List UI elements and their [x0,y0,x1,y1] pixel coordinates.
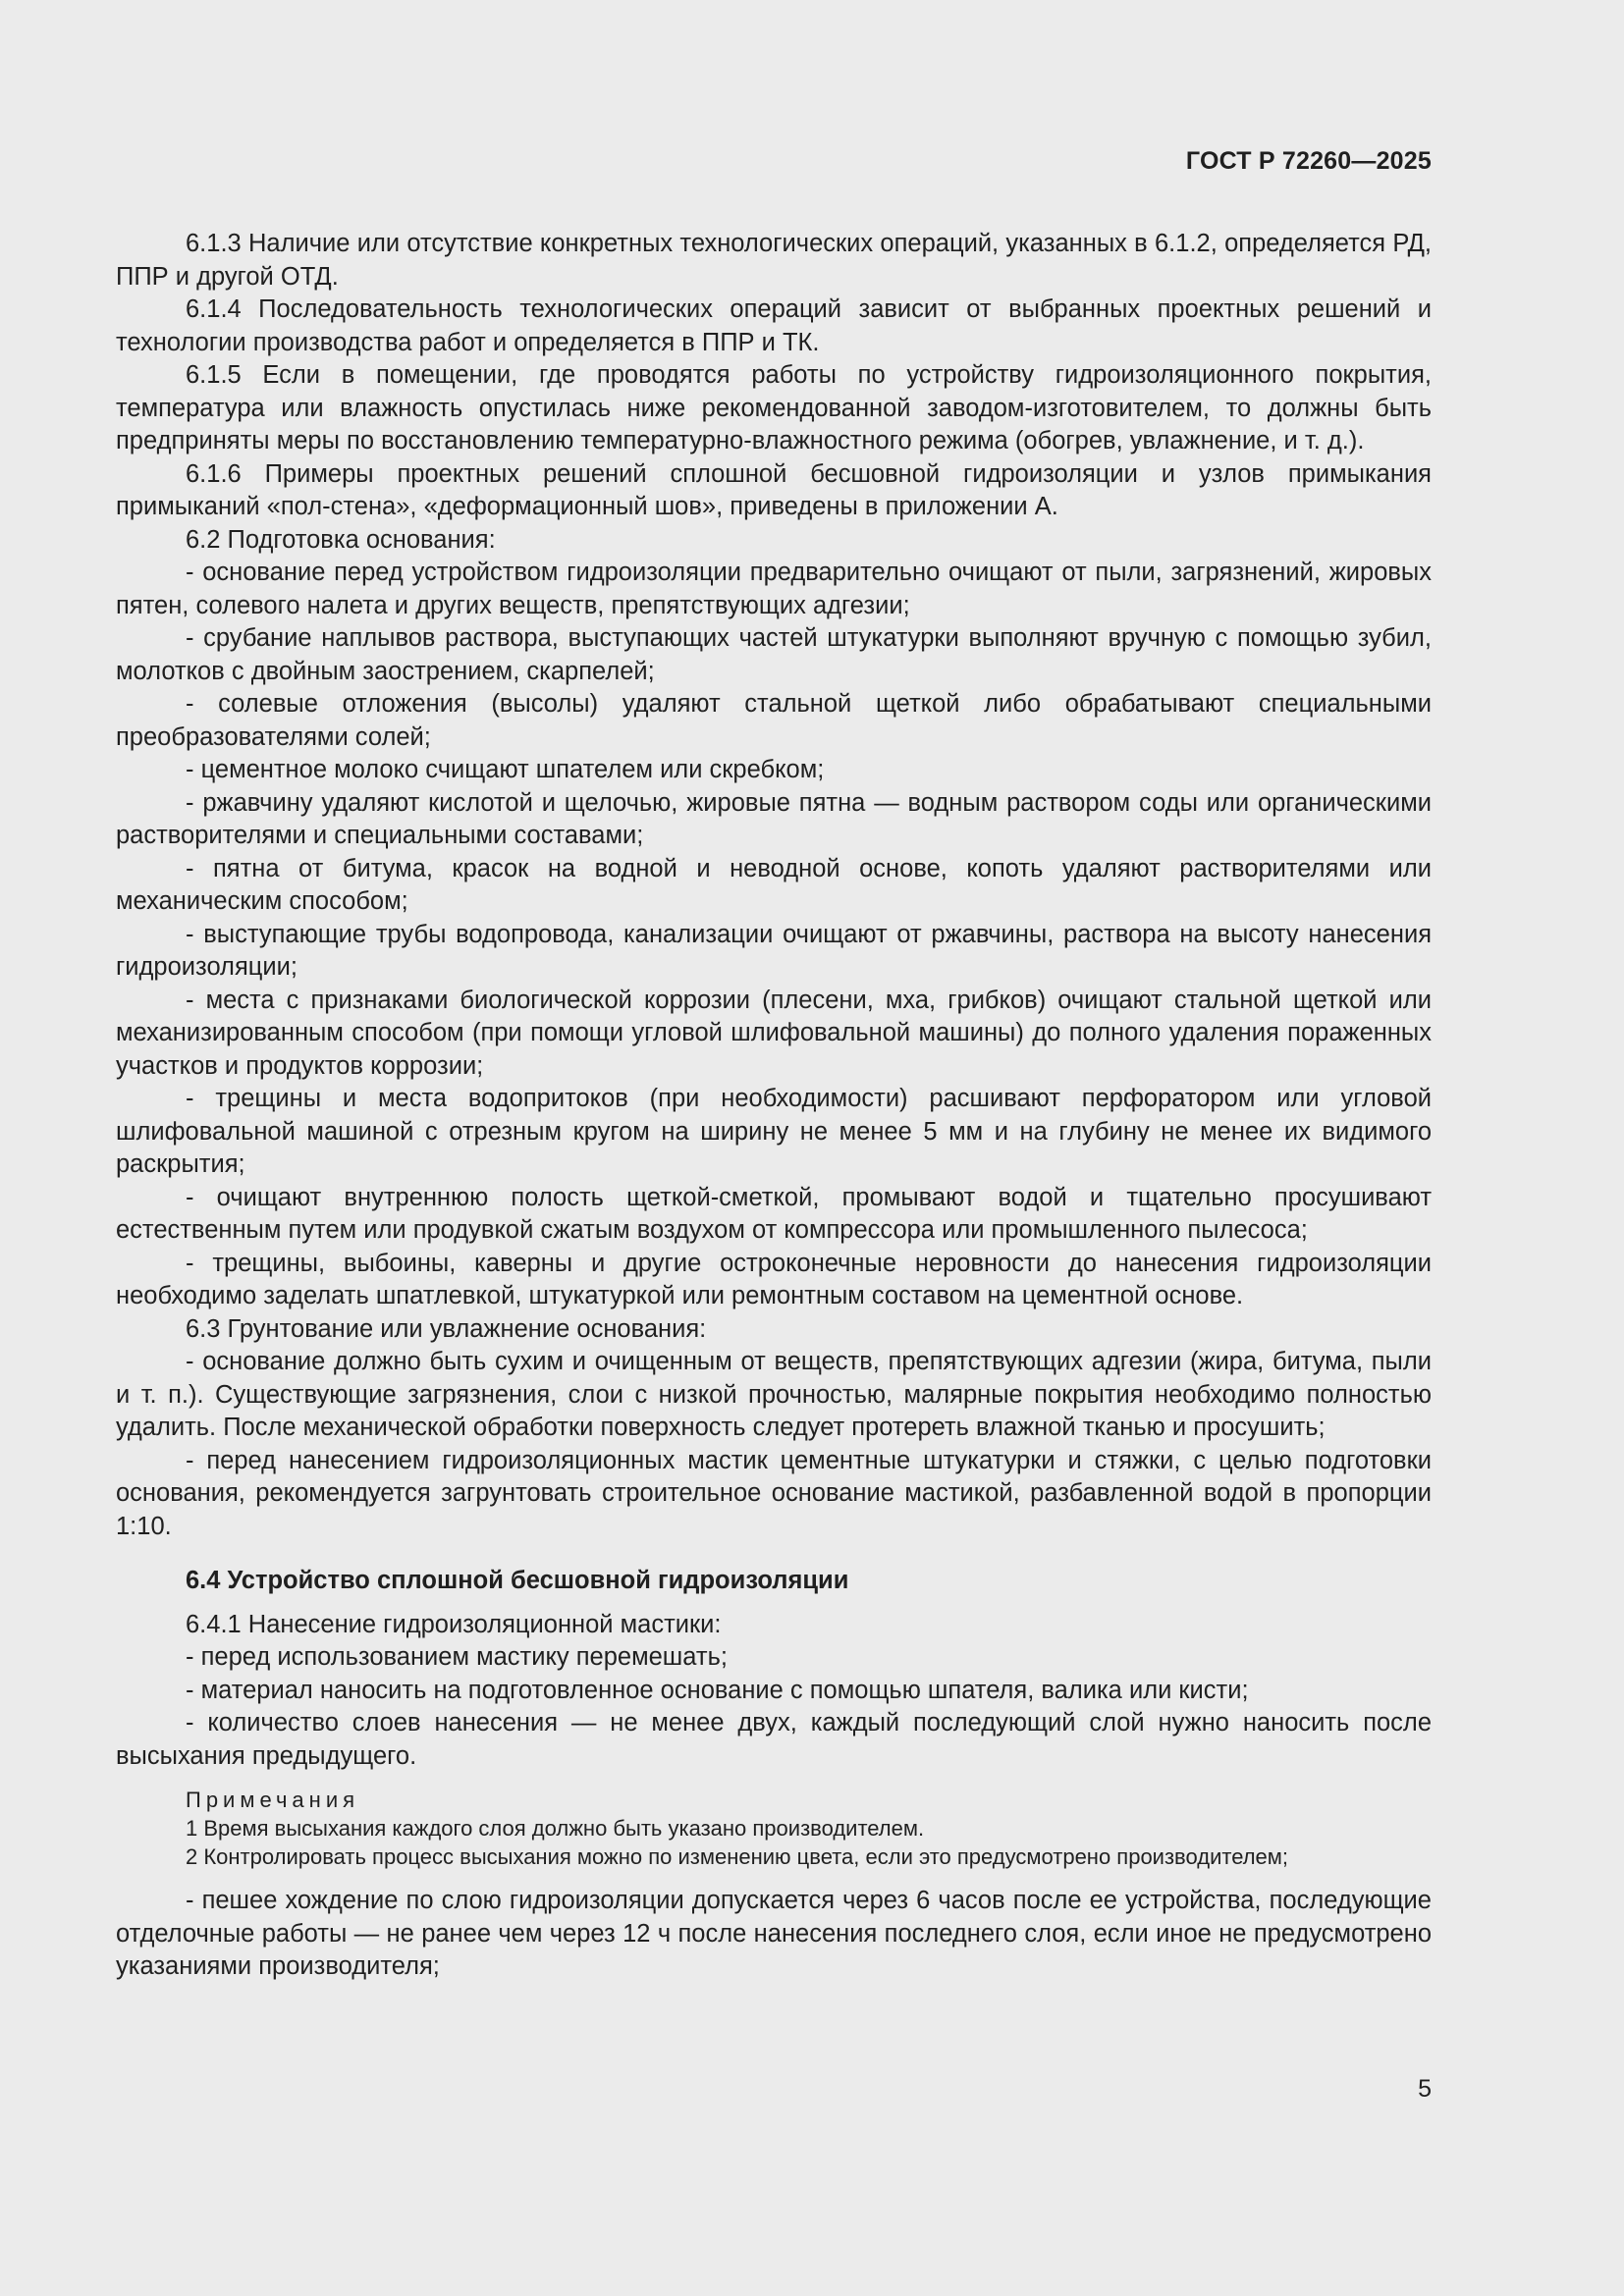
list-item: - трещины и места водопритоков (при необходимости) расшивают перфоратором или угловой шлифовальной машиной с отрезным кругом на ширину не менее 5 мм и на глубину не менее их видимого раскрытия; [116,1085,1432,1178]
list-item: - места с признаками биологической коррозии (плесени, мха, грибков) очищают стальной щеткой или механизированным способом (при помощи угловой шлифовальной машины) до полного удаления пораженных участков и продуктов коррозии; [116,986,1432,1080]
document-code: ГОСТ Р 72260—2025 [1185,147,1432,175]
list-item: - выступающие трубы водопровода, канализации очищают от ржавчины, раствора на высоту нанесения гидроизоляции; [116,920,1432,981]
note-item: 1 Время высыхания каждого слоя должно быть указано производителем. [186,1816,925,1841]
list-item: - основание перед устройством гидроизоляции предварительно очищают от пыли, загрязнений, жировых пятен, солевого налета и других веществ, препятствующих адгезии; [116,559,1432,619]
paragraph-6-1-6: 6.1.6 Примеры проектных решений сплошной бесшовной гидроизоляции и узлов примыкания примыканий «пол-стена», «деформационный шов», приведены в приложении А. [116,459,1432,520]
paragraph-6-4-1: 6.4.1 Нанесение гидроизоляционной мастики: [186,1610,722,1638]
section-6-1-6-3 [116,228,1432,1543]
notes-title: Примечания [186,1788,360,1812]
section-6-4-continued [116,1885,1432,1984]
page-content [116,228,1432,1984]
section-heading-6-4: 6.4 Устройство сплошной бесшовной гидроизоляции [186,1567,849,1594]
list-item: - пешее хождение по слою гидроизоляции допускается через 6 часов после ее устройства, последующие отделочные работы — не ранее чем через 12 ч после нанесения последнего слоя, если иное не предусмотрено указаниями производителя; [116,1887,1432,1980]
list-item: - материал наносить на подготовленное основание с помощью шпателя, валика или кисти; [186,1676,1249,1704]
list-item: - количество слоев нанесения — не менее двух, каждый последующий слой нужно наносить после высыхания предыдущего. [116,1709,1432,1770]
list-item: - очищают внутреннюю полость щеткой-сметкой, промывают водой и тщательно просушивают естественным путем или продувкой сжатым воздухом от компрессора или промышленного пылесоса; [116,1183,1432,1244]
list-item: - срубание наплывов раствора, выступающих частей штукатурки выполняют вручную с помощью зубил, молотков с двойным заострением, скарпелей; [116,624,1432,685]
note-item: 2 Контролировать процесс высыхания можно по изменению цвета, если это предусмотрено производителем; [186,1844,1289,1869]
section-6-4 [116,1609,1432,1774]
paragraph-6-1-4: 6.1.4 Последовательность технологических операций зависит от выбранных проектных решений и технологии производства работ и определяется в ППР и ТК. [116,295,1432,356]
list-item: - пятна от битума, красок на водной и неводной основе, копоть удаляют растворителями или механическим способом; [116,854,1432,915]
list-item: - основание должно быть сухим и очищенным от веществ, препятствующих адгезии (жира, битума, пыли и т. п.). Существующие загрязнения, слои с низкой прочностью, малярные покрытия необходимо полностью удалить. После механической обработки поверхность следует протереть влажной тканью и просушить; [116,1348,1432,1441]
paragraph-6-2-title: 6.2 Подготовка основания: [186,525,496,554]
paragraph-6-1-3: 6.1.3 Наличие или отсутствие конкретных технологических операций, указанных в 6.1.2, определяется РД, ППР и другой ОТД. [116,230,1432,291]
paragraph-6-1-5: 6.1.5 Если в помещении, где проводятся работы по устройству гидроизоляционного покрытия, температура или влажность опустилась ниже рекомендованной заводом-изготовителем, то должны быть предприняты меры по восстановлению температурно-влажностного режима (обогрев, увлажнение, и т. д.). [116,361,1432,454]
notes-block [116,1787,1432,1871]
list-item: - перед нанесением гидроизоляционных мастик цементные штукатурки и стяжки, с целью подготовки основания, рекомендуется загрунтовать строительное основание мастикой, разбавленной водой в пропорции 1:10. [116,1446,1432,1540]
paragraph-6-3-title: 6.3 Грунтование или увлажнение основания: [186,1314,707,1343]
list-item: - трещины, выбоины, каверны и другие остроконечные неровности до нанесения гидроизоляции необходимо заделать шпатлевкой, штукатуркой или ремонтным составом на цементной основе. [116,1249,1432,1309]
list-item: - перед использованием мастику перемешать; [186,1643,728,1671]
page-number: 5 [1418,2075,1432,2103]
list-item: - ржавчину удаляют кислотой и щелочью, жировые пятна — водным раствором соды или органическими растворителями и специальными составами; [116,788,1432,849]
list-item: - цементное молоко счищают шпателем или скребком; [186,756,825,783]
list-item: - солевые отложения (высолы) удаляют стальной щеткой либо обрабатывают специальными преобразователями солей; [116,690,1432,751]
